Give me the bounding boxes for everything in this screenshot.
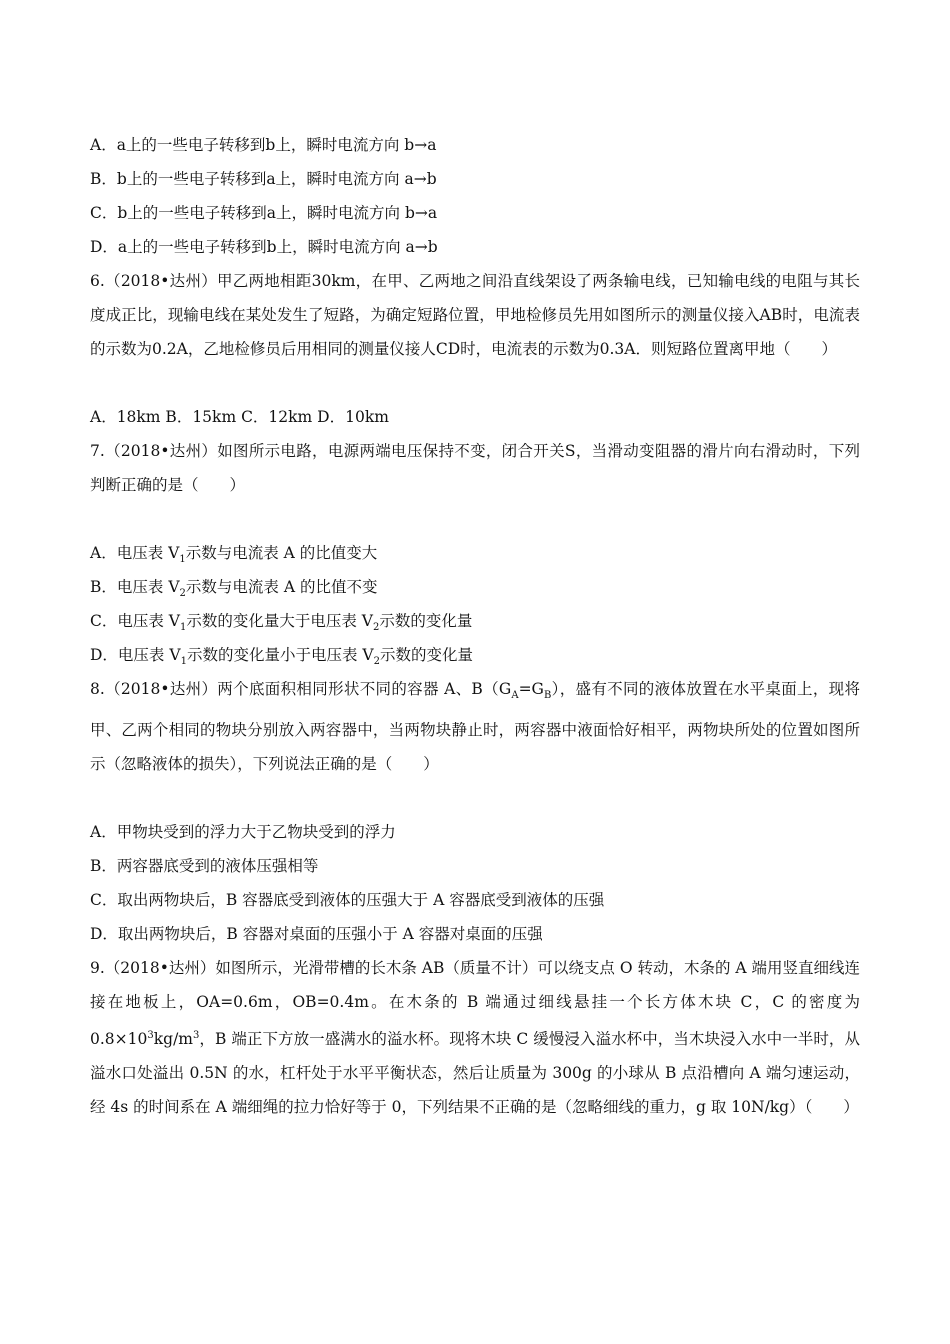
q5-option-a: A．a上的一些电子转移到b上，瞬时电流方向 b→a — [90, 136, 437, 154]
q8-stem: 8.（2018•达州）两个底面积相同形状不同的容器 A、$B(G_A=G_B)$，盛有不同的液体放置在水平桌面上，现将甲、乙两个相同的物块分别放入两容器中，当两物块静止时，两容器中液面恰好相平，两物块所处的位置如图所示（忽略液体的损失），下列说法正确的是（ ） — [90, 680, 860, 774]
exam-content — [90, 128, 860, 1124]
q7-option-d: D．电压表 $V_1$示数的变化量小于电压表 $V_2$示数的变化量 — [90, 646, 473, 668]
q8-option-b: B．两容器底受到的液体压强相等 — [90, 857, 319, 876]
q8-option-a: A．甲物块受到的浮力大于乙物块受到的浮力 — [90, 823, 396, 842]
q5-option-b: B．b上的一些电子转移到a上，瞬时电流方向 a→b — [90, 170, 437, 188]
q8-figure-space — [90, 781, 860, 815]
q5-option-d: D．a上的一些电子转移到b上，瞬时电流方向 a→b — [90, 238, 438, 256]
q7-option-c: C．电压表 $V_1$示数的变化量大于电压表 $V_2$示数的变化量 — [90, 612, 473, 634]
q5-option-c: C．b上的一些电子转移到a上，瞬时电流方向 b→a — [90, 204, 438, 222]
q7-option-a: A．电压表 $V_1$示数与电流表 A 的比值变大 — [90, 544, 378, 566]
q7-figure-space — [90, 502, 860, 536]
q6-options: A．18km B．15km C．12km D．10km — [90, 408, 389, 426]
q8-option-c: C．取出两物块后，B 容器底受到液体的压强大于 A 容器底受到液体的压强 — [90, 891, 605, 910]
q7-option-b: B．电压表 $V_2$示数与电流表 A 的比值不变 — [90, 578, 378, 600]
q9-stem: 9.（2018•达州）如图所示，光滑带槽的长木条 AB（质量不计）可以绕支点 O 转动，木条的 A 端用竖直细线连接在地板上，OA=0.6m，OB=0.4m。在木条的 B 端通过细线悬挂一个长方体木块 C，C 的密度为 $0.8\times 10^3kg/m^3$，B 端正下方放一盛满水的溢水杯。现将木块 C 缓慢浸入溢水杯中，当木块浸入水中一半时，从溢水口处溢出 0.5N 的水，杠杆处于水平平衡状态，然后让质量为 300g 的小球从 B 点沿槽向 A 端匀速运动，经 4s 的时间系在 A 端细绳的拉力恰好等于 0，下列结果不正确的是（忽略细线的重力，g 取 10N/kg）（ ） — [90, 959, 861, 1117]
q6-stem: 6.（2018•达州）甲乙两地相距30km，在甲、乙两地之间沿直线架设了两条输电线，已知输电线的电阻与其长度成正比，现输电线在某处发生了短路，为确定短路位置，甲地检修员先用如图所示的测量仪接入AB时，电流表的示数为0.2A，乙地检修员后用相同的测量仪接人CD时，电流表的示数为0.3A．则短路位置离甲地（ ） — [90, 272, 860, 358]
q8-option-d: D．取出两物块后，B 容器对桌面的压强小于 A 容器对桌面的压强 — [90, 925, 543, 944]
q6-figure-space — [90, 366, 860, 400]
q7-stem: 7.（2018•达州）如图所示电路，电源两端电压保持不变，闭合开关S，当滑动变阻器的滑片向右滑动时，下列判断正确的是（ ） — [90, 442, 860, 494]
